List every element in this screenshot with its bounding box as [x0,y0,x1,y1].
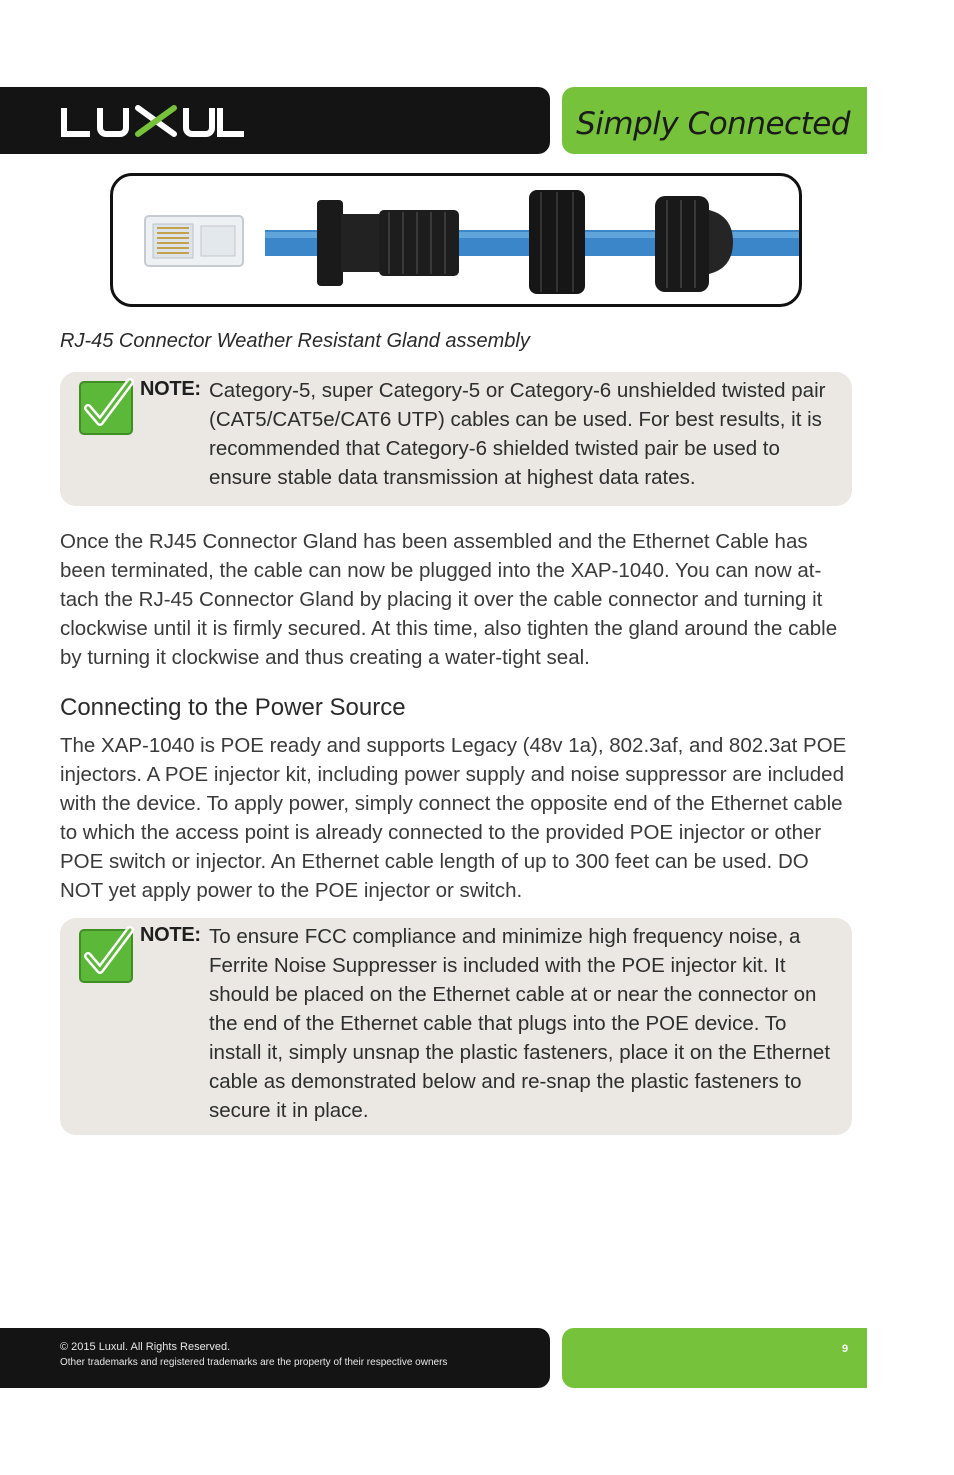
gland-nut-image [529,190,585,294]
section-heading: Connecting to the Power Source [60,694,406,721]
body-paragraph: The XAP-1040 is POE ready and supports Legacy (48v 1a), 802.3af, and 802.3at POE injectors. A POE injector kit, including power supply and noise suppressor are included with the device. To apply power, simply connect the opposite end of the Ethernet cable to which the access point is already connected to the provided POE injector or other POE switch or injector. An Ethernet cable length of up to 300 feet can be used. DO NOT yet apply power to the POE injector or switch. [60,734,847,902]
rj45-plug-image [145,216,243,266]
copyright-text: © 2015 Luxul. All Rights Reserved. [60,1341,231,1353]
gland-body-image [317,200,459,286]
body-paragraph: Once the RJ45 Connector Gland has been assembled and the Ethernet Cable has been terminated, the cable can now be plugged into the XAP-1040. You can now at-tach the RJ-45 Connector Gland by placing it over the cable connector and turning it clockwise until it is firmly secured. At this time, also tighten the gland around the cable by turning it clockwise and thus creating a water-tight seal. [60,530,838,669]
note-box [60,918,852,1135]
page-number: 9 [842,1343,849,1355]
gland-cap-image [655,196,733,292]
note-text: To ensure FCC compliance and minimize high frequency noise, a Ferrite Noise Suppresser is included with the POE injector kit. It should be placed on the Ethernet cable at or near the connector on the end of the Ethernet cable that plugs into the POE device. To install it, simply unsnap the plastic fasteners, place it on the Ethernet cable as demonstrated below and re-snap the plastic fasteners to secure it in place. [209,925,831,1122]
note-box [60,372,852,506]
note-text: Category-5, super Category-5 or Category-6 unshielded twisted pair (CAT5/CAT5e/CAT6 UTP) cables can be used. For best results, it is recommended that Category-6 shielded twisted pair be used to ensure stable data transmission at highest data rates. [209,379,826,489]
checkmark-icon [78,378,136,436]
page-number-bar [562,1328,867,1388]
note-label: NOTE: [140,378,201,400]
gland-assembly-photo [110,173,802,307]
trademark-text: Other trademarks and registered trademarks are the property of their respective owners [60,1357,448,1368]
figure-caption: RJ-45 Connector Weather Resistant Gland assembly [60,330,530,352]
tagline: Simply Connected [576,106,850,142]
luxul-logo [60,100,245,142]
note-label: NOTE: [140,924,201,946]
checkmark-icon [78,926,136,984]
